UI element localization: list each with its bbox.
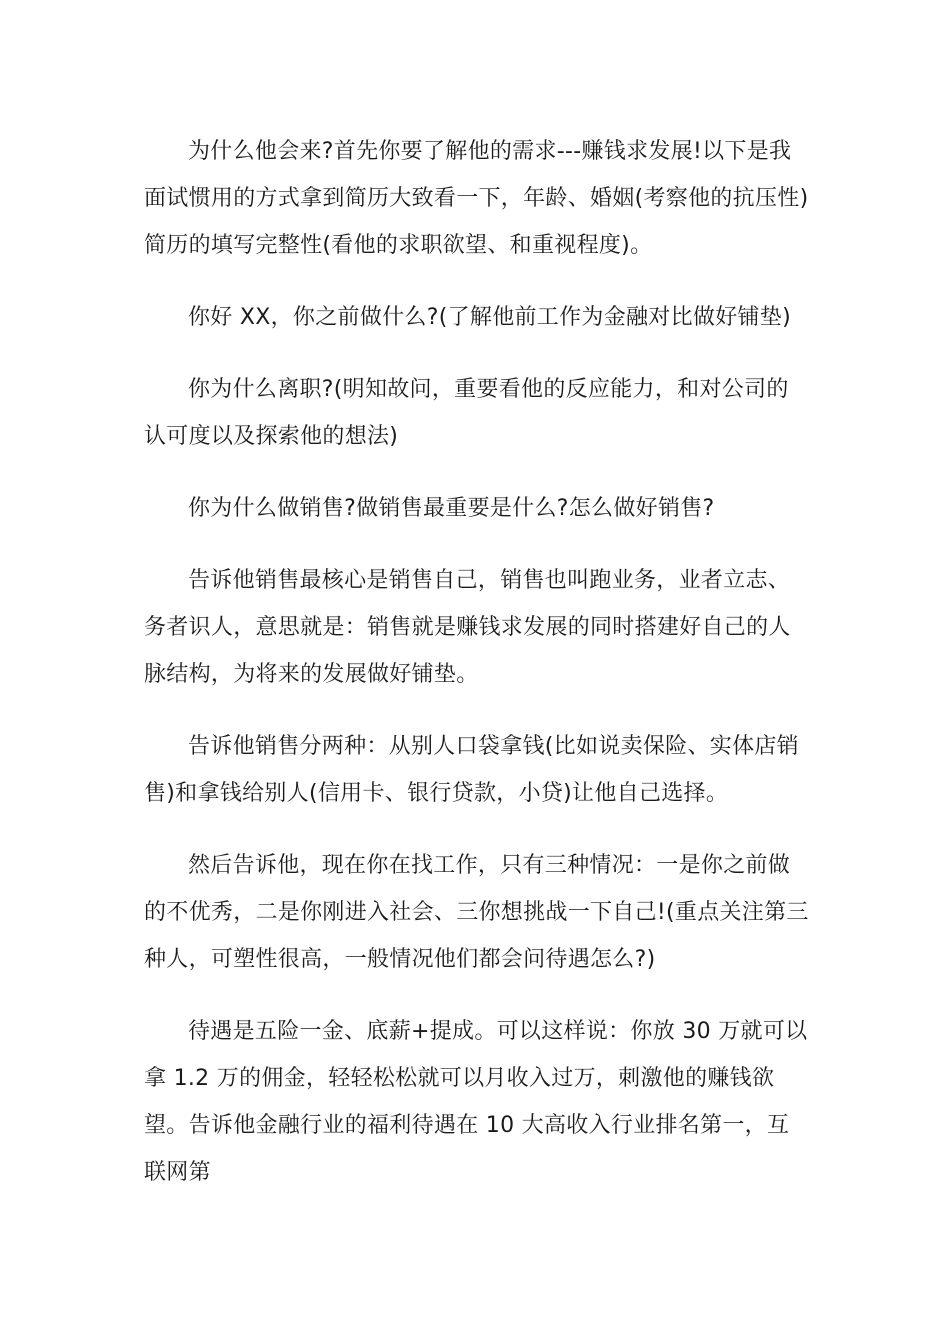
paragraph-why-come: 为什么他会来?首先你要了解他的需求---赚钱求发展!以下是我面试惯用的方式拿到简历大致看一下，年龄、婚姻(考察他的抗压性)简历的填写完整性(看他的求职欲望、和重视程度)。 <box>144 139 809 258</box>
paragraph-three-situations: 然后告诉他，现在你在找工作，只有三种情况：一是你之前做的不优秀，二是你刚进入社会、三你想挑战一下自己!(重点关注第三种人，可塑性很高，一般情况他们都会问待遇怎么?) <box>144 853 809 972</box>
paragraph-sales-types: 告诉他销售分两种：从别人口袋拿钱(比如说卖保险、实体店销售)和拿钱给别人(信用卡、银行贷款，小贷)让他自己选择。 <box>144 734 799 806</box>
document-body <box>144 128 810 1221</box>
paragraph-sales-core: 告诉他销售最核心是销售自己，销售也叫跑业务，业者立志、务者识人，意思就是：销售就是赚钱求发展的同时搭建好自己的人脉结构，为将来的发展做好铺垫。 <box>144 568 791 687</box>
paragraph-previous-job: 你好 XX，你之前做什么?(了解他前工作为金融对比做好铺垫) <box>188 305 791 330</box>
paragraph-why-sales: 你为什么做销售?做销售最重要是什么?怎么做好销售? <box>188 496 715 521</box>
paragraph-why-resign: 你为什么离职?(明知故问，重要看他的反应能力，和对公司的认可度以及探索他的想法) <box>144 377 789 449</box>
paragraph-compensation: 待遇是五险一金、底薪+提成。可以这样说：你放 30 万就可以拿 1.2 万的佣金，轻轻松松就可以月收入过万，刺激他的赚钱欲望。告诉他金融行业的福利待遇在 10 大高收入行业排名第一，互联网第 <box>144 1019 808 1185</box>
